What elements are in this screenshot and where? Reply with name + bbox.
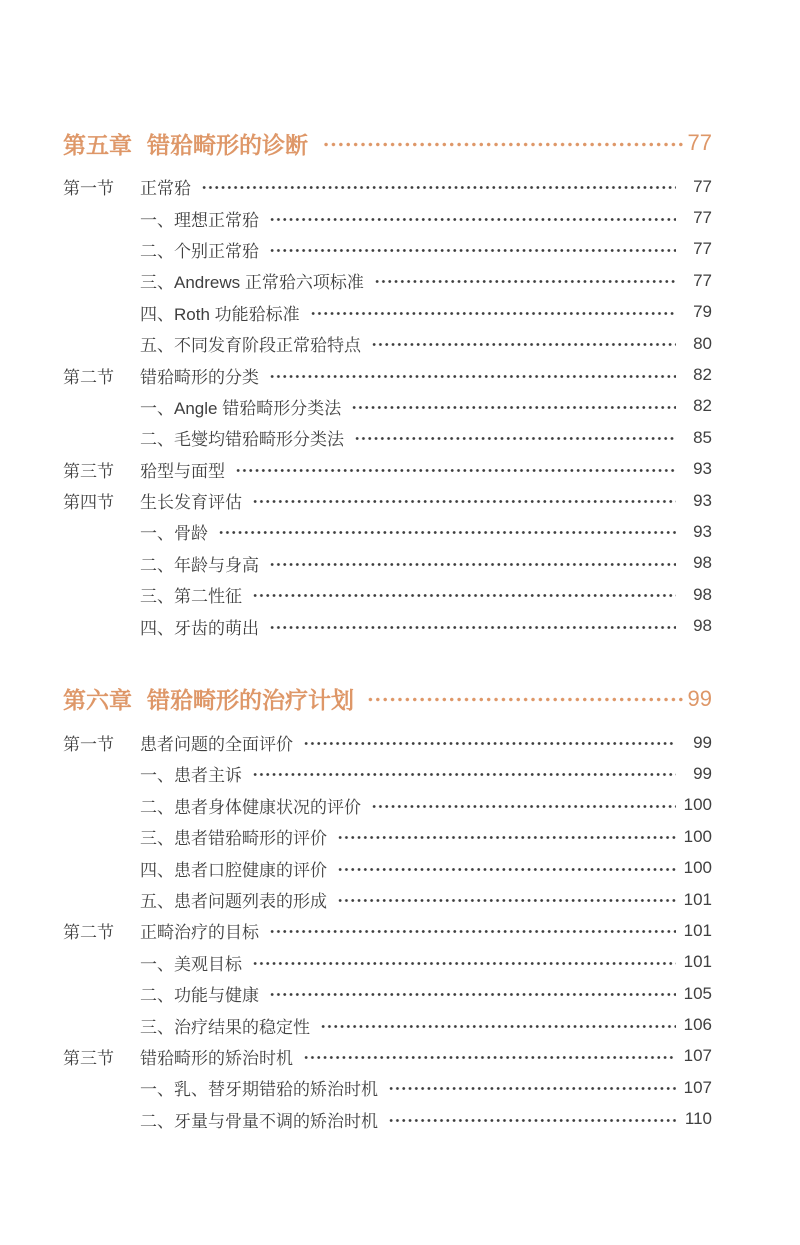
toc-entry [63,1072,712,1103]
entry-title: 三、治疗结果的稳定性 [140,1017,310,1037]
entry-page-number: 98 [693,584,712,604]
entry-title: 一、乳、替牙期错𬌗的矫治时机 [140,1080,378,1100]
dot-leader [302,1053,676,1062]
entry-title: 一、理想正常𬌗 [140,210,259,230]
dot-leader [370,340,676,349]
dot-leader [251,959,676,968]
toc-entry [63,978,712,1009]
dot-leader [200,183,676,192]
toc-chapter-heading [63,684,712,714]
entry-title: 一、美观目标 [140,954,242,974]
dot-leader [234,466,676,475]
toc-entry [63,1104,712,1135]
entry-page-number: 77 [693,239,712,259]
chapter-number-label: 第六章 [63,687,132,714]
section-number-label: 第二节 [63,367,114,387]
toc-entry [63,328,712,359]
toc-entry [63,359,712,390]
toc-entry [63,391,712,422]
entry-title: 𬌗型与面型 [140,461,225,481]
entry-page-number: 77 [693,208,712,228]
dot-leader [268,560,676,569]
entry-page-number: 79 [693,302,712,322]
section-number-label: 第四节 [63,493,114,513]
dot-leader [251,591,676,600]
dot-leader [321,140,685,149]
entry-title: 五、不同发育阶段正常𬌗特点 [140,336,361,356]
entry-title: 三、患者错𬌗畸形的评价 [140,829,327,849]
entry-title: 二、牙量与骨量不调的矫治时机 [140,1111,378,1131]
chapter-entries [63,727,712,1135]
toc-entry [63,1009,712,1040]
toc-entry [63,485,712,516]
toc-entry [63,915,712,946]
toc-entry [63,548,712,579]
chapter-page-number: 77 [687,130,712,155]
entry-title: 一、骨龄 [140,524,208,544]
dot-leader [268,246,676,255]
dot-leader [367,695,685,704]
entry-page-number: 93 [693,490,712,510]
chapter-entries [63,171,712,642]
entry-title: 三、第二性征 [140,587,242,607]
dot-leader [251,497,676,506]
toc-entry [63,758,712,789]
entry-page-number: 98 [693,616,712,636]
section-number-label: 第一节 [63,179,114,199]
toc-entry [63,579,712,610]
entry-page-number: 93 [693,521,712,541]
dot-leader [268,990,676,999]
chapter-page-number: 99 [687,685,712,711]
toc-entry [63,884,712,915]
entry-title: 三、Andrews 正常𬌗六项标准 [140,273,364,293]
entry-page-number: 80 [693,333,712,353]
dot-leader [268,623,676,632]
chapter-number-label: 第五章 [63,131,132,158]
entry-page-number: 98 [693,553,712,573]
toc-entry [63,821,712,852]
entry-title: 四、Roth 功能𬌗标准 [140,304,300,324]
entry-title: 二、年龄与身高 [140,555,259,575]
entry-title: 错𬌗畸形的分类 [140,367,259,387]
toc-entry [63,1041,712,1072]
entry-page-number: 77 [693,270,712,290]
entry-title: 二、个别正常𬌗 [140,241,259,261]
entry-title: 生长发育评估 [140,493,242,513]
entry-page-number: 101 [683,889,712,909]
dot-leader [387,1084,676,1093]
entry-page-number: 106 [683,1015,712,1035]
entry-page-number: 105 [683,983,712,1003]
chapter-title: 错𬌗畸形的治疗计划 [147,687,354,714]
entry-page-number: 85 [693,427,712,447]
toc-entry [63,852,712,883]
entry-page-number: 100 [683,826,712,846]
dot-leader [268,215,676,224]
entry-page-number: 100 [683,795,712,815]
entry-page-number: 99 [693,732,712,752]
dot-leader [373,277,676,286]
entry-page-number: 101 [683,952,712,972]
dot-leader [387,1116,676,1125]
entry-page-number: 82 [693,396,712,416]
entry-title: 正常𬌗 [140,179,191,199]
dot-leader [309,309,676,318]
entry-page-number: 82 [693,365,712,385]
toc-entry [63,454,712,485]
entry-title: 错𬌗畸形的矫治时机 [140,1048,293,1068]
entry-page-number: 100 [683,858,712,878]
chapter-title: 错𬌗畸形的诊断 [147,131,308,158]
table-of-contents [63,128,712,1135]
section-number-label: 第一节 [63,735,114,755]
toc-chapter [63,684,712,1135]
toc-entry [63,297,712,328]
dot-leader [336,865,676,874]
toc-entry [63,790,712,821]
entry-title: 四、患者口腔健康的评价 [140,860,327,880]
toc-entry [63,234,712,265]
dot-leader [268,372,676,381]
dot-leader [268,927,676,936]
toc-entry [63,610,712,641]
dot-leader [302,739,676,748]
entry-page-number: 107 [683,1077,712,1097]
entry-page-number: 77 [693,176,712,196]
entry-title: 患者问题的全面评价 [140,735,293,755]
entry-title: 二、患者身体健康状况的评价 [140,797,361,817]
entry-page-number: 101 [683,920,712,940]
entry-title: 四、牙齿的萌出 [140,618,259,638]
toc-entry [63,947,712,978]
dot-leader [336,896,676,905]
toc-entry [63,202,712,233]
toc-chapter-heading [63,128,712,158]
dot-leader [353,434,676,443]
entry-page-number: 110 [684,1109,712,1129]
toc-entry [63,422,712,453]
entry-page-number: 107 [683,1046,712,1066]
entry-title: 一、Angle 错𬌗畸形分类法 [140,398,342,418]
dot-leader [370,802,676,811]
dot-leader [217,528,676,537]
dot-leader [319,1022,676,1031]
section-number-label: 第二节 [63,923,114,943]
entry-title: 正畸治疗的目标 [140,923,259,943]
toc-entry [63,727,712,758]
toc-entry [63,265,712,296]
toc-chapter [63,128,712,642]
entry-title: 二、毛燮均错𬌗畸形分类法 [140,430,344,450]
entry-title: 五、患者问题列表的形成 [140,892,327,911]
toc-entry [63,171,712,202]
dot-leader [350,403,676,412]
entry-page-number: 93 [693,459,712,479]
section-number-label: 第三节 [63,461,114,481]
entry-page-number: 99 [693,763,712,783]
dot-leader [336,833,676,842]
section-number-label: 第三节 [63,1048,114,1068]
entry-title: 一、患者主诉 [140,766,242,786]
entry-title: 二、功能与健康 [140,986,259,1006]
dot-leader [251,770,676,779]
toc-entry [63,516,712,547]
